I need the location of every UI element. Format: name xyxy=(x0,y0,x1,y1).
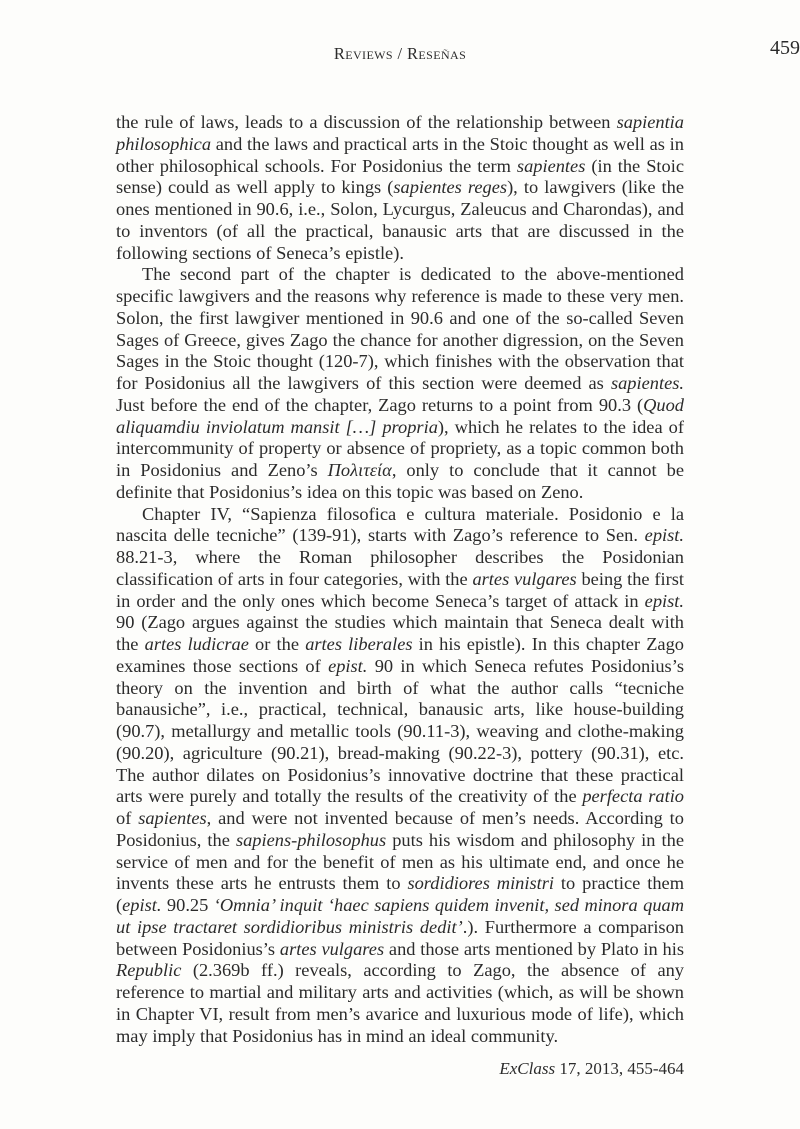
italic-phrase: epist. xyxy=(122,895,162,915)
text-run: ), to lawgivers (like the ones mentioned in 90.6, i.e., Solon, Lycurgus, Zaleucus and Charondas), and to inventors (of all the practical, banausic arts that are discussed in the following sections of Seneca’s epistle). xyxy=(116,177,685,263)
italic-phrase: sordidiores ministri xyxy=(407,873,555,894)
text-run: Chapter IV, “Sapienza filosofica e cultura materiale. Posidonio e la nascita delle tecniche” (139-91), starts with Zago’s reference to Sen. xyxy=(116,503,684,546)
running-head-title: Reviews / Reseñas xyxy=(333,44,467,63)
italic-phrase: sapientes xyxy=(516,155,586,176)
text-run: .). Furthermore a comparison between Posidonius’s xyxy=(116,916,684,959)
italic-phrase: artes ludicrae xyxy=(144,634,249,654)
italic-phrase: ‘Omnia’ inquit ‘haec sapiens quidem invenit, sed minora quam ut ipse tractaret sordidioribus ministris dedit’ xyxy=(116,895,684,937)
page-number-value: 459 xyxy=(770,37,800,59)
running-head xyxy=(116,44,684,68)
text-run: or the xyxy=(248,634,306,654)
text-run: (in the Stoic sense) could as well apply to kings ( xyxy=(116,155,684,198)
paragraph xyxy=(116,264,684,503)
italic-phrase: artes vulgares xyxy=(279,938,385,959)
text-run: and those arts mentioned by Plato in his xyxy=(384,938,684,959)
text-run: , and were not invented because of men’s needs. According to Posidonius, the xyxy=(116,808,684,850)
footer-citation: 17, 2013, 455-464 xyxy=(555,1059,684,1078)
page-number xyxy=(770,38,800,58)
body-text-block xyxy=(116,112,684,1047)
text-run: ), which he relates to the idea of intercommunity of property or absence of propriety, as a topic common both in Posidonius and Zeno’s xyxy=(116,416,684,480)
text-run: in his epistle). In this chapter Zago examines those sections of xyxy=(116,634,684,676)
text-run: 88.21-3, where the Roman philosopher describes the Posidonian classification of arts in four categories, with the xyxy=(116,547,684,589)
italic-phrase: sapiens-philosophus xyxy=(235,829,387,850)
text-run: 90 (Zago argues against the studies which maintain that Seneca dealt with the xyxy=(116,612,684,654)
italic-phrase: epist. xyxy=(644,590,684,611)
italic-phrase: Republic xyxy=(116,960,182,981)
text-run: 90.25 xyxy=(161,895,214,915)
italic-phrase: artes liberales xyxy=(305,634,413,654)
italic-phrase: perfecta ratio xyxy=(582,786,684,807)
text-run: Just before the end of the chapter, Zago returns to a point from 90.3 ( xyxy=(116,394,644,415)
text-run: of xyxy=(116,808,139,828)
italic-phrase: sapientia philosophica xyxy=(116,112,684,154)
italic-phrase: epist. xyxy=(328,655,368,676)
text-run: The second part of the chapter is dedicated to the above-mentioned specific lawgivers and the reasons why reference is made to these very men. Solon, the first lawgiver mentioned in 90.6 and one of the so-called Seven Sages of Greece, gives Zago the chance for another digression, on the Seven Sages in the Stoic thought (120-7), which finishes with the observation that for Posidonius all the lawgivers of this section were deemed as xyxy=(116,264,684,393)
greek-phrase: Πολιτεία xyxy=(327,460,392,480)
text-run: being the first in order and the only ones which become Seneca’s target of attack in xyxy=(116,568,684,611)
italic-phrase: sapientes reges xyxy=(393,177,508,198)
text-run: 90 in which Seneca refutes Posidonius’s theory on the invention and birth of what the author calls “tecniche banausiche”, i.e., practical, technical, banausic arts, like house-building (90.7), metallurgy and metallic tools (90.11-3), weaving and clothe-making (90.20), agriculture (90.21), bread-making (90.22-3), pottery (90.31), etc. The author dilates on Posidonius’s innovative doctrine that these practical arts were purely and totally the results of the creativity of the xyxy=(116,655,684,807)
text-run: to practice them ( xyxy=(116,873,684,915)
paragraph xyxy=(116,504,684,1048)
footer-journal-name: ExClass xyxy=(499,1059,556,1078)
page-footer xyxy=(116,1059,684,1079)
italic-phrase: epist. xyxy=(644,525,684,546)
italic-phrase: Quod aliquamdiu inviolatum mansit […] propria xyxy=(116,394,684,437)
text-run: the rule of laws, leads to a discussion of the relationship between xyxy=(116,112,617,132)
italic-phrase: artes vulgares xyxy=(472,568,577,589)
italic-phrase: sapientes. xyxy=(610,373,684,393)
text-run: and the laws and practical arts in the Stoic thought as well as in other philosophical schools. For Posidonius the term xyxy=(116,133,684,176)
text-run: , only to conclude that it cannot be definite that Posidonius’s idea on this topic was based on Zeno. xyxy=(116,460,684,502)
text-run: puts his wisdom and philosophy in the service of men and for the benefit of men as his ultimate end, and once he invents these arts he entrusts them to xyxy=(116,829,684,894)
italic-phrase: sapientes xyxy=(138,808,207,828)
text-run: (2.369b ff.) reveals, according to Zago, the absence of any reference to martial and military arts and activities (which, as will be shown in Chapter VI, result from men’s avarice and luxurious mode of life), which may imply that Posidonius has in mind an ideal community. xyxy=(116,960,684,1046)
paragraph xyxy=(116,112,684,264)
